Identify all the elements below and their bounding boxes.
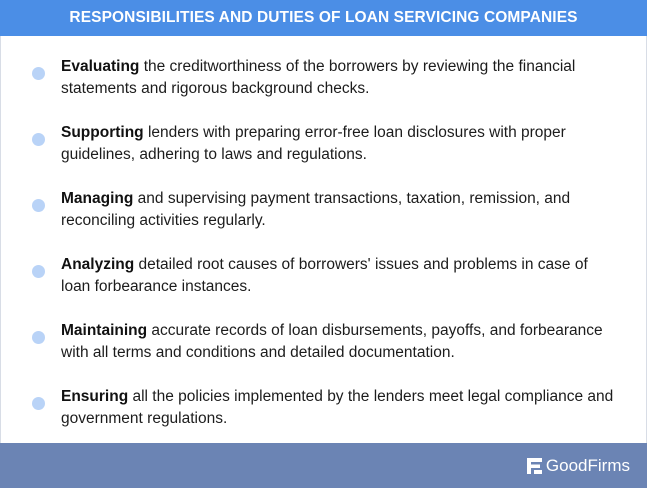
list-item-description: accurate records of loan disbursements, payoffs, and forbearance with all terms and conditions and detailed documentation.: [61, 322, 603, 361]
list-item: [1, 122, 647, 172]
list-item: [1, 386, 647, 436]
bullet-icon: [32, 67, 45, 80]
bullet-icon: [32, 133, 45, 146]
list-item-text: [61, 56, 621, 100]
bullet-icon: [32, 331, 45, 344]
bullet-icon: [32, 199, 45, 212]
list-item-description: the creditworthiness of the borrowers by reviewing the financial statements and rigorous background checks.: [61, 58, 576, 97]
bullet-icon: [32, 265, 45, 278]
page-title: RESPONSIBILITIES AND DUTIES OF LOAN SERVICING COMPANIES: [69, 9, 578, 26]
list-item-text: [61, 122, 621, 166]
list-item-keyword: Evaluating: [61, 58, 140, 75]
list-item: [1, 188, 647, 238]
list-item: [1, 56, 647, 106]
list-item-description: detailed root causes of borrowers' issues and problems in case of loan forbearance instances.: [61, 256, 588, 295]
page-header: [0, 0, 647, 36]
bullet-icon: [32, 397, 45, 410]
list-item-description: lenders with preparing error-free loan disclosures with proper guidelines, adhering to laws and regulations.: [61, 124, 566, 163]
duties-list: [0, 36, 647, 443]
list-item-description: and supervising payment transactions, taxation, remission, and reconciling activities regularly.: [61, 190, 571, 229]
list-item-keyword: Analyzing: [61, 256, 135, 273]
brand-name: GoodFirms: [545, 456, 630, 475]
list-item-text: [61, 254, 621, 298]
list-item-keyword: Maintaining: [61, 322, 148, 339]
list-item-keyword: Ensuring: [61, 388, 129, 405]
list-item: [1, 254, 647, 304]
goodfirms-logo-icon: [527, 458, 542, 474]
list-item-description: all the policies implemented by the lenders meet legal compliance and government regulations.: [61, 388, 614, 427]
list-item-keyword: Managing: [61, 190, 134, 207]
list-item-keyword: Supporting: [61, 124, 144, 141]
list-item-text: [61, 320, 621, 364]
list-item: [1, 320, 647, 370]
page-footer: [0, 443, 647, 488]
goodfirms-logo: [527, 456, 630, 476]
list-item-text: [61, 386, 621, 430]
list-item-text: [61, 188, 621, 232]
